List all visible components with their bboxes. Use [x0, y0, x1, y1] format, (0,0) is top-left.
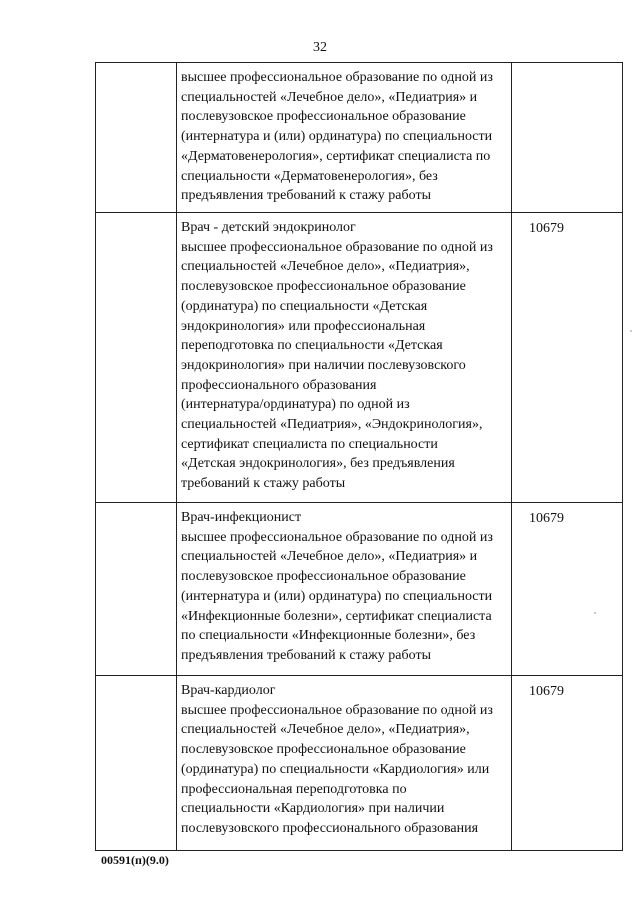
- scan-speck: [594, 612, 596, 614]
- table-cell-description: Врач-инфекционист высшее профессиональное образование по одной из специальностей «Лечебное дело», «Педиатрия» и послевузовское профессиональное образование (интернатура и (или) ординатура) по специальности «Инфекционные болезни», сертификат специалиста по специальности «Инфекционные болезни», без предъявления требований к стажу работы: [177, 503, 512, 676]
- scan-speck: [630, 330, 632, 332]
- table-cell-code: [96, 503, 177, 676]
- document-code: 00591(п)(9.0): [101, 853, 169, 867]
- table-cell-code: [96, 676, 177, 851]
- page-number: 32: [313, 40, 327, 55]
- table-cell-salary: 10679: [512, 503, 623, 676]
- table-cell-salary: 10679: [512, 676, 623, 851]
- table-cell-code: [96, 213, 177, 503]
- table-row: [96, 503, 623, 676]
- table-cell-code: [96, 63, 177, 213]
- table-cell-salary: 10679: [512, 213, 623, 503]
- table-cell-description: Врач - детский эндокринолог высшее профессиональное образование по одной из специальностей «Лечебное дело», «Педиатрия», послевузовское профессиональное образование (ординатура) по специальности «Детская эндокринология» или профессиональная переподготовка по специальности «Детская эндокринология» при наличии послевузовского профессионального образования (интернатура/ординатура) по одной из специальностей «Педиатрия», «Эндокринология», сертификат специалиста по специальности «Детская эндокринология», без предъявления требований к стажу работы: [177, 213, 512, 503]
- table-row: [96, 63, 623, 213]
- table-row: [96, 676, 623, 851]
- table-row: [96, 213, 623, 503]
- positions-table: [95, 62, 623, 851]
- table-cell-description: высшее профессиональное образование по одной из специальностей «Лечебное дело», «Педиатрия» и послевузовское профессиональное образование (интернатура и (или) ординатура) по специальности «Дерматовенерология», сертификат специалиста по специальности «Дерматовенерология», без предъявления требований к стажу работы: [177, 63, 512, 213]
- table-cell-description: Врач-кардиолог высшее профессиональное образование по одной из специальностей «Лечебное дело», «Педиатрия», послевузовское профессиональное образование (ординатура) по специальности «Кардиология» или профессиональная переподготовка по специальности «Кардиология» при наличии послевузовского профессионального образования: [177, 676, 512, 851]
- table-cell-salary: [512, 63, 623, 213]
